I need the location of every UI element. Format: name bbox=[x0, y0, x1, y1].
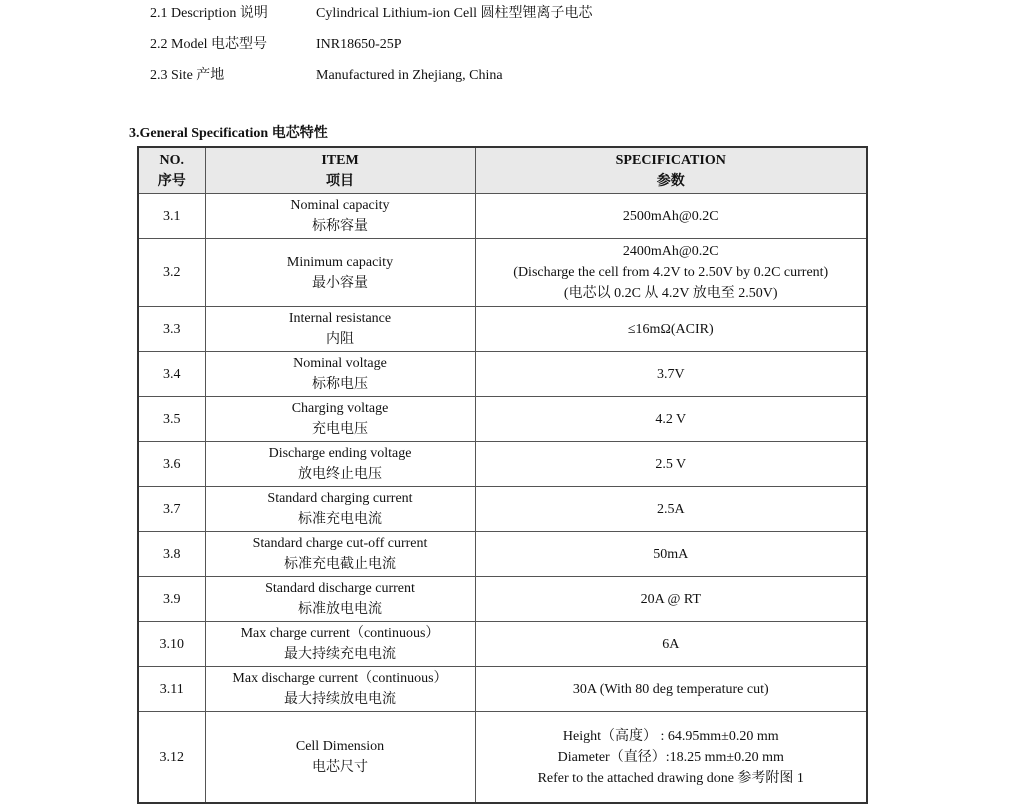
cell-spec bbox=[475, 712, 867, 804]
item-name-en: Max discharge current（continuous） bbox=[232, 671, 448, 686]
spec-line: Height（高度） : 64.95mm±0.20 mm bbox=[562, 728, 779, 744]
header-item bbox=[205, 147, 475, 194]
cell-no: 3.2 bbox=[138, 239, 205, 307]
site-line bbox=[150, 68, 503, 84]
model-line bbox=[150, 37, 402, 53]
table-row bbox=[138, 442, 867, 487]
header-no-en: NO. bbox=[159, 153, 184, 168]
model-value: INR18650-25P bbox=[316, 37, 402, 52]
cell-item bbox=[205, 239, 475, 307]
cell-item bbox=[205, 487, 475, 532]
table-row bbox=[138, 194, 867, 239]
cell-spec bbox=[475, 397, 867, 442]
table-row bbox=[138, 712, 867, 804]
cell-item bbox=[205, 667, 475, 712]
header-spec bbox=[475, 147, 867, 194]
cell-item bbox=[205, 577, 475, 622]
cell-no: 3.7 bbox=[138, 487, 205, 532]
cell-spec bbox=[475, 352, 867, 397]
cell-no: 3.8 bbox=[138, 532, 205, 577]
cell-no: 3.4 bbox=[138, 352, 205, 397]
table-row bbox=[138, 487, 867, 532]
cell-spec bbox=[475, 239, 867, 307]
item-name-cn: 标称电压 bbox=[312, 377, 368, 392]
cell-item bbox=[205, 397, 475, 442]
spec-line: 50mA bbox=[653, 546, 689, 562]
table-row bbox=[138, 352, 867, 397]
spec-line: Refer to the attached drawing done 参考附图 1 bbox=[537, 770, 804, 786]
spec-line: (Discharge the cell from 4.2V to 2.50V by 0.2C current) bbox=[513, 265, 829, 280]
item-name-cn: 内阻 bbox=[326, 332, 354, 347]
table-body bbox=[138, 194, 867, 804]
cell-no: 3.12 bbox=[138, 712, 205, 804]
cell-spec bbox=[475, 667, 867, 712]
cell-spec bbox=[475, 622, 867, 667]
cell-spec bbox=[475, 577, 867, 622]
item-name-cn: 最大持续充电电流 bbox=[284, 647, 396, 662]
item-name-en: Minimum capacity bbox=[286, 254, 394, 270]
spec-line: 2.5 V bbox=[655, 456, 687, 472]
spec-line: ≤16mΩ(ACIR) bbox=[627, 321, 714, 337]
item-name-en: Nominal capacity bbox=[290, 198, 390, 213]
description-value: Cylindrical Lithium-ion Cell 圆柱型锂离子电芯 bbox=[316, 6, 593, 21]
spec-line: 2.5A bbox=[656, 501, 685, 517]
header-spec-en: SPECIFICATION bbox=[615, 153, 726, 168]
header-no bbox=[138, 147, 205, 194]
item-name-cn: 最大持续放电电流 bbox=[284, 692, 396, 707]
spec-line: 2500mAh@0.2C bbox=[622, 208, 719, 224]
item-name-cn: 标准充电截止电流 bbox=[284, 557, 396, 572]
cell-spec bbox=[475, 442, 867, 487]
table-row bbox=[138, 577, 867, 622]
cell-item bbox=[205, 532, 475, 577]
item-name-en: Charging voltage bbox=[291, 401, 389, 416]
item-name-cn: 最小容量 bbox=[312, 275, 368, 291]
item-name-cn: 标称容量 bbox=[312, 219, 368, 234]
item-name-en: Cell Dimension bbox=[295, 739, 385, 754]
item-name-cn: 放电终止电压 bbox=[298, 467, 382, 482]
table-row bbox=[138, 532, 867, 577]
table-row bbox=[138, 397, 867, 442]
header-no-cn: 序号 bbox=[157, 174, 186, 189]
spec-line: 4.2 V bbox=[655, 411, 687, 427]
cell-no: 3.9 bbox=[138, 577, 205, 622]
item-name-en: Max charge current（continuous） bbox=[240, 626, 440, 641]
site-label: 2.3 Site 产地 bbox=[150, 68, 225, 83]
cell-spec bbox=[475, 307, 867, 352]
description-line bbox=[150, 6, 592, 22]
cell-no: 3.3 bbox=[138, 307, 205, 352]
cell-item bbox=[205, 352, 475, 397]
item-name-en: Standard charging current bbox=[267, 491, 413, 506]
spec-line: (电芯以 0.2C 从 4.2V 放电至 2.50V) bbox=[563, 286, 778, 301]
table-row bbox=[138, 667, 867, 712]
header-item-cn: 项目 bbox=[326, 174, 354, 189]
item-name-en: Internal resistance bbox=[288, 311, 392, 326]
header-item-en: ITEM bbox=[321, 153, 359, 168]
cell-no: 3.1 bbox=[138, 194, 205, 239]
cell-item bbox=[205, 712, 475, 804]
item-name-en: Standard charge cut-off current bbox=[252, 536, 428, 551]
table-row bbox=[138, 307, 867, 352]
spec-table bbox=[137, 146, 868, 804]
item-name-en: Standard discharge current bbox=[265, 581, 415, 596]
item-name-en: Discharge ending voltage bbox=[268, 446, 412, 461]
cell-spec bbox=[475, 532, 867, 577]
item-name-cn: 电芯尺寸 bbox=[312, 760, 368, 775]
spec-line: Diameter（直径）:18.25 mm±0.20 mm bbox=[557, 749, 784, 765]
site-value: Manufactured in Zhejiang, China bbox=[316, 68, 503, 83]
table-row bbox=[138, 239, 867, 307]
cell-no: 3.10 bbox=[138, 622, 205, 667]
table-row bbox=[138, 622, 867, 667]
item-name-en: Nominal voltage bbox=[293, 356, 387, 371]
cell-no: 3.6 bbox=[138, 442, 205, 487]
description-label: 2.1 Description 说明 bbox=[150, 6, 268, 21]
cell-spec bbox=[475, 194, 867, 239]
spec-line: 6A bbox=[662, 636, 680, 652]
table-header-row bbox=[138, 147, 867, 194]
spec-line: 30A (With 80 deg temperature cut) bbox=[572, 681, 769, 697]
item-name-cn: 标准放电电流 bbox=[298, 602, 382, 617]
cell-item bbox=[205, 194, 475, 239]
header-spec-cn: 参数 bbox=[656, 174, 685, 189]
spec-line: 20A @ RT bbox=[640, 591, 701, 607]
item-name-cn: 充电电压 bbox=[312, 422, 368, 437]
item-name-cn: 标准充电电流 bbox=[298, 512, 382, 527]
cell-no: 3.11 bbox=[138, 667, 205, 712]
cell-item bbox=[205, 622, 475, 667]
cell-item bbox=[205, 442, 475, 487]
spec-line: 3.7V bbox=[656, 366, 685, 382]
cell-no: 3.5 bbox=[138, 397, 205, 442]
spec-line: 2400mAh@0.2C bbox=[622, 244, 719, 259]
model-label: 2.2 Model 电芯型号 bbox=[150, 37, 268, 52]
cell-item bbox=[205, 307, 475, 352]
section-heading: 3.General Specification 电芯特性 bbox=[129, 126, 328, 141]
cell-spec bbox=[475, 487, 867, 532]
